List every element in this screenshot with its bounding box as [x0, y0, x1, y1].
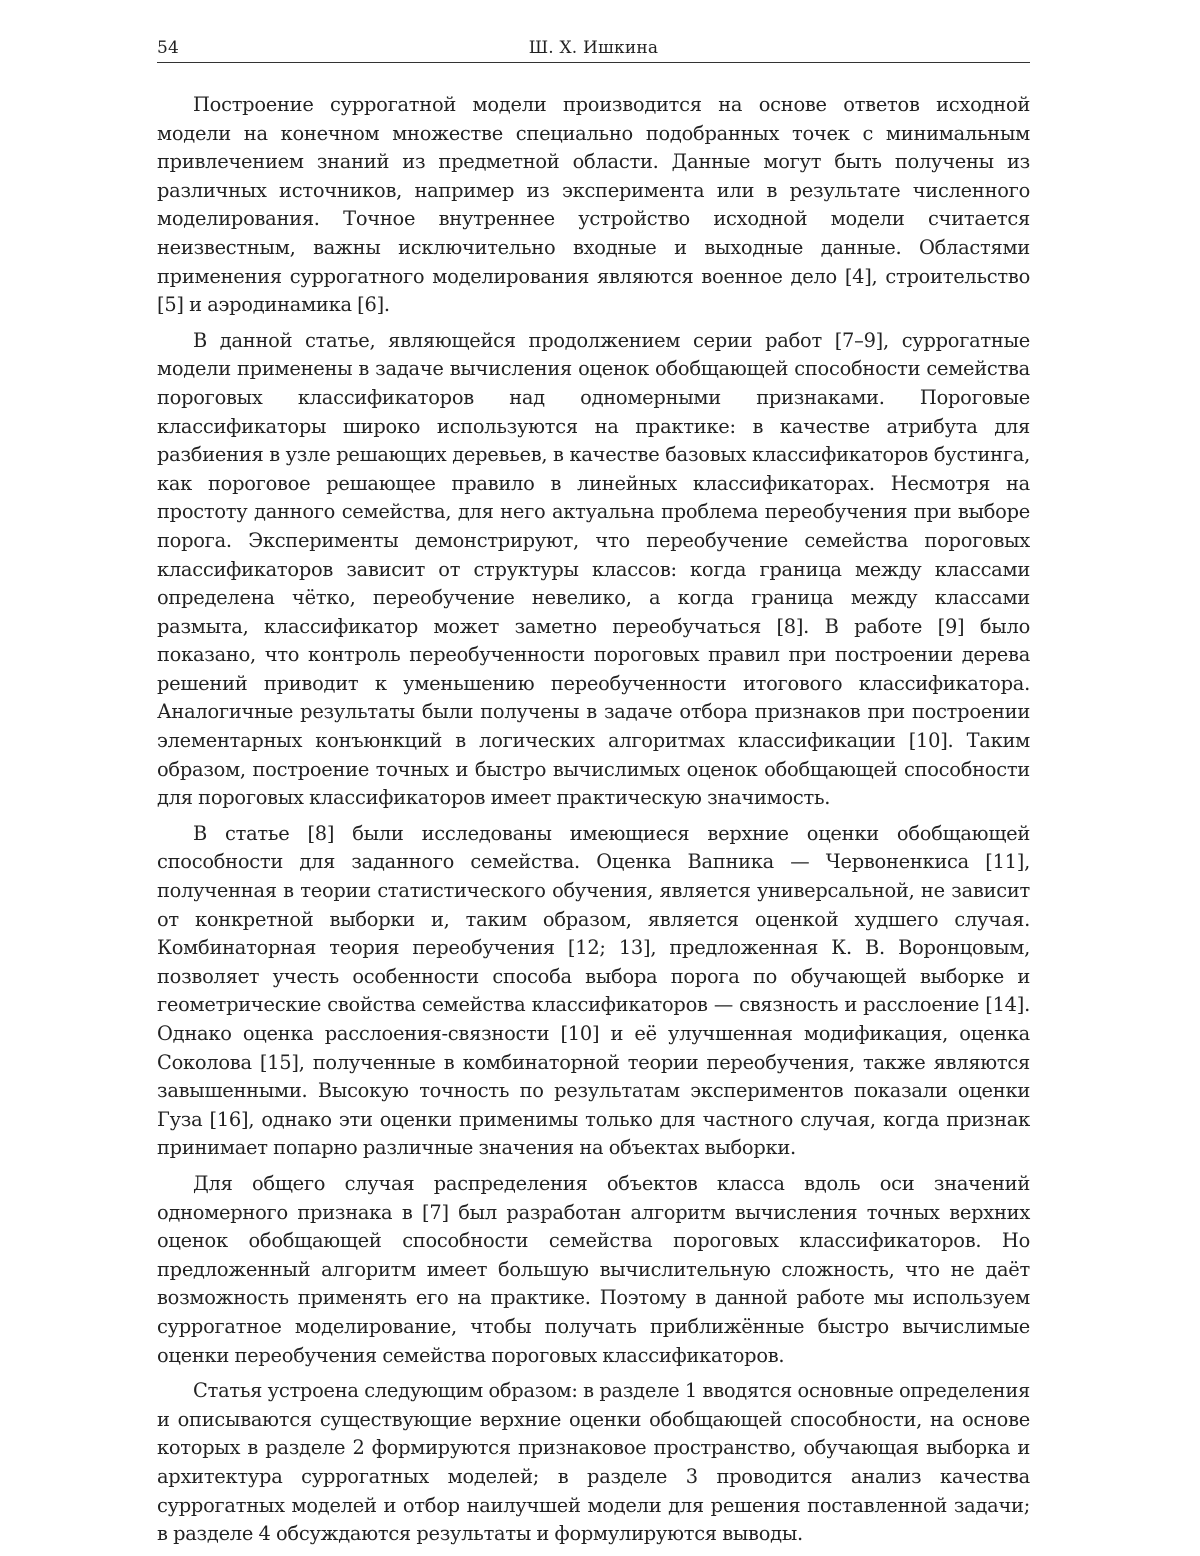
paragraph-existing-bounds: В статье [8] были исследованы имеющиеся верхние оценки обобщающей способности для заданного семейства. Оценка Вапника — Червоненкиса [11], полученная в теории статистического обучения, является универсальной, не зависит от конкретной выборки и, таким образом, является оценкой худшего случая. Комбинаторная теория переобучения [12; 13], предложенная К. В. Воронцовым, позволяет учесть особенности способа выбора порога по обучающей выборке и геометрические свойства семейства классификаторов — связность и расслоение [14]. Однако оценка расслоения-связности [10] и её улучшенная модификация, оценка Соколова [15], полученные в комбинаторной теории переобучения, также являются завышенными. Высокую точность по результатам экспериментов показали оценки Гуза [16], однако эти оценки применимы только для частного случая, когда признак принимает попарно различные значения на объектах выборки.: [157, 821, 1030, 1160]
article-body: [157, 91, 1030, 1549]
paragraph-surrogate-model-construction: Построение суррогатной модели производится на основе ответов исходной модели на конечном множестве специально подобранных точек с минимальным привлечением знаний из предметной области. Данные могут быть получены из различных источников, например из эксперимента или в результате численного моделирования. Точное внутреннее устройство исходной модели считается неизвестным, важны исключительно входные и выходные данные. Областями применения суррогатного моделирования являются военное дело [4], строительство [5] и аэродинамика [6].: [157, 93, 1030, 317]
running-head-author: Ш. Х. Ишкина: [528, 38, 659, 58]
document-page: [157, 34, 1030, 1556]
paragraph-article-structure: Статья устроена следующим образом: в разделе 1 вводятся основные определения и описываются существующие верхние оценки обобщающей способности, на основе которых в разделе 2 формируются признаковое пространство, обучающая выборка и архитектура суррогатных моделей; в разделе 3 проводится анализ качества суррогатных моделей и отбор наилучшей модели для решения поставленной задачи; в разделе 4 обсуждаются результаты и формулируются выводы.: [157, 1379, 1030, 1546]
paragraph-threshold-classifiers: В данной статье, являющейся продолжением серии работ [7–9], суррогатные модели применены в задаче вычисления оценок обобщающей способности семейства пороговых классификаторов над одномерными признаками. Пороговые классификаторы широко используются на практике: в качестве атрибута для разбиения в узле решающих деревьев, в качестве базовых классификаторов бустинга, как пороговое решающее правило в линейных классификаторах. Несмотря на простоту данного семейства, для него актуальна проблема переобучения при выборе порога. Эксперименты демонстрируют, что переобучение семейства пороговых классификаторов зависит от структуры классов: когда граница между классами определена чётко, переобучение невелико, а когда граница между классами размыта, классификатор может заметно переобучаться [8]. В работе [9] было показано, что контроль переобученности пороговых правил при построении дерева решений приводит к уменьшению переобученности итогового классификатора. Аналогичные результаты были получены в задаче отбора признаков при построении элементарных конъюнкций в логических алгоритмах классификации [10]. Таким образом, построение точных и быстро вычислимых оценок обобщающей способности для пороговых классификаторов имеет практическую значимость.: [157, 328, 1030, 810]
paragraph-general-case-algorithm: Для общего случая распределения объектов класса вдоль оси значений одномерного признака в [7] был разработан алгоритм вычисления точных верхних оценок обобщающей способности семейства пороговых классификаторов. Но предложенный алгоритм имеет большую вычислительную сложность, что не даёт возможность применять его на практике. Поэтому в данной работе мы используем суррогатное моделирование, чтобы получать приближённые быстро вычислимые оценки переобучения семейства пороговых классификаторов.: [157, 1171, 1030, 1367]
page-header: [157, 34, 1030, 63]
page-number: 54: [157, 38, 180, 58]
